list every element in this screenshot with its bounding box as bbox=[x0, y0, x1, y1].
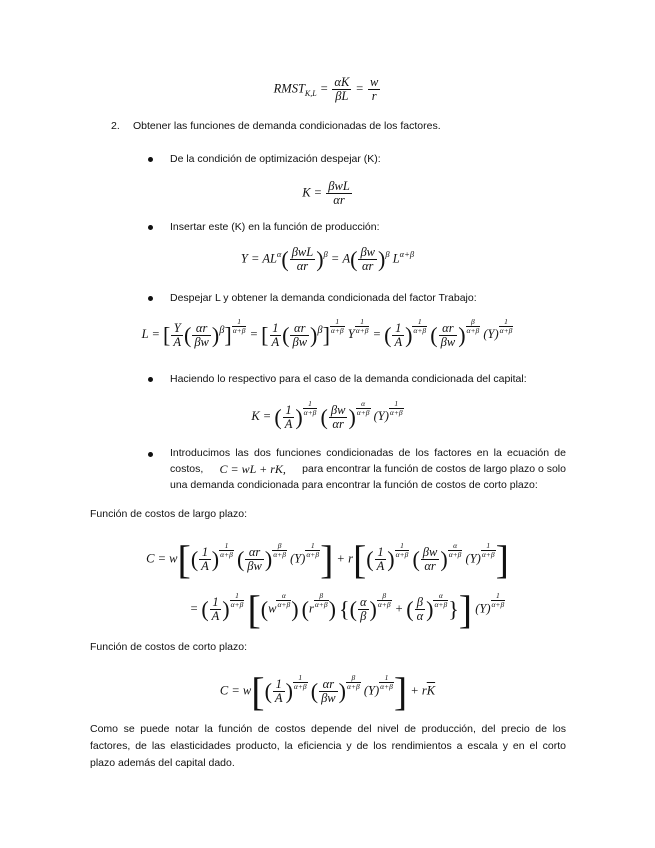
item2-number: 2. bbox=[111, 120, 120, 132]
bullet5-line2b: para encontrar la función de costos de largo plazo o solo bbox=[302, 463, 566, 475]
final-line3: plazo además del capital dado. bbox=[90, 757, 235, 769]
equation-rmst: $RMST_{K,L}$ = $\frac{\alpha K}{\beta L}$ = $\frac{w}{r}$ bbox=[273, 75, 379, 103]
final-line2: factores, de las elasticidades producto, la eficiencia y de los rendimientos a escala y en el corto bbox=[90, 740, 566, 752]
bullet2-text: Insertar este (K) en la función de producción: bbox=[170, 221, 380, 233]
bullet5-line1: Introducimos las dos funciones condicionadas de los factores en la ecuación de bbox=[170, 447, 566, 459]
equation-c-largo-2: = ( $\frac{1}{A}$ ) $\frac{1}{\alpha+\beta}$ [(w $\frac{\alpha}{\alpha+\beta}$ ) (r $\frac{\beta}{\alpha+\beta}$ ) {( $\frac{\alpha}{\beta}$ ) $\frac{\beta}{\alpha+\beta}$ + ( $\frac{\beta}{\alpha}$ ) $\frac{\alpha}{\alpha+\beta}$ }] (Y) $\frac{1}{\alpha+\beta}$ bbox=[189, 587, 505, 632]
final-line1: Como se puede notar la función de costos depende del nivel de producción, del precio de los bbox=[90, 723, 566, 735]
bullet-dot bbox=[148, 377, 153, 382]
heading-largo-plazo: Función de costos de largo plazo: bbox=[90, 508, 248, 520]
bullet-dot bbox=[148, 225, 153, 230]
equation-c-corto: C = w[( $\frac{1}{A}$ ) $\frac{1}{\alpha+\beta}$ ( $\frac{\alpha r}{\beta w}$ ) $\frac{\beta}{\alpha+\beta}$ (Y) $\frac{1}{\alpha+\beta}$ ] + $r\overline{K}$ bbox=[219, 669, 436, 714]
bullet3-text: Despejar L y obtener la demanda condicionada del factor Trabajo: bbox=[170, 292, 477, 304]
equation-k-demand: K = ( $\frac{1}{A}$ ) $\frac{1}{\alpha+\beta}$ ( $\frac{\beta w}{\alpha r}$ ) $\frac{\alpha}{\alpha+\beta}$ (Y) $\frac{1}{\alpha+\beta}$ bbox=[251, 399, 403, 431]
bullet-dot bbox=[148, 296, 153, 301]
bullet4-text: Haciendo lo respectivo para el caso de la demanda condicionada del capital: bbox=[170, 373, 527, 385]
bullet1-text: De la condición de optimización despejar (K): bbox=[170, 153, 381, 165]
item2-text: Obtener las funciones de demanda condicionadas de los factores. bbox=[133, 120, 441, 132]
equation-c-largo-1: C = w[( $\frac{1}{A}$ ) $\frac{1}{\alpha+\beta}$ ( $\frac{\alpha r}{\beta w}$ ) $\frac{\beta}{\alpha+\beta}$ (Y) $\frac{1}{\alpha+\beta}$ ] + r[( $\frac{1}{A}$ ) $\frac{1}{\alpha+\beta}$ ( $\frac{\beta w}{\alpha r}$ ) $\frac{\alpha}{\alpha+\beta}$ (Y) $\frac{1}{\alpha+\beta}$ ] bbox=[146, 537, 509, 582]
bullet-dot bbox=[148, 157, 153, 162]
equation-l: L = [ $\frac{Y}{A}$ ( $\frac{\alpha r}{\beta w}$ )$^\beta$] $\frac{1}{\alpha+\beta}$ = [ $\frac{1}{A}$ ( $\frac{\alpha r}{\beta w}$ )$^\beta$] $\frac{1}{\alpha+\beta}$ Y $\frac{1}{\alpha+\beta}$ = ( $\frac{1}{A}$ ) $\frac{1}{\alpha+\beta}$ ( $\frac{\alpha r}{\beta w}$ ) $\frac{\beta}{\alpha+\beta}$ (Y) $\frac{1}{\alpha+\beta}$ bbox=[141, 317, 513, 349]
bullet5-line2 bbox=[170, 462, 566, 477]
bullet-dot bbox=[148, 452, 153, 457]
bullet5-line2-eq: C = wL + rK, bbox=[219, 462, 286, 476]
heading-corto-plazo: Función de costos de corto plazo: bbox=[90, 641, 248, 653]
equation-k: K = $\frac{\text{βwL}}{\alpha r}$ bbox=[302, 179, 350, 207]
bullet5-line3: una demanda condicionada para encontrar la función de costos de corto plazo: bbox=[170, 479, 538, 491]
bullet5-line2a: costos, bbox=[170, 463, 204, 475]
equation-y: $Y = AL^\alpha$( $\frac{\text{βwL}}{\alpha r}$ )$^\beta$ = A( $\frac{\beta w}{\alpha r}$ )$^\beta$ $L^{\alpha+\beta}$ bbox=[240, 245, 415, 273]
